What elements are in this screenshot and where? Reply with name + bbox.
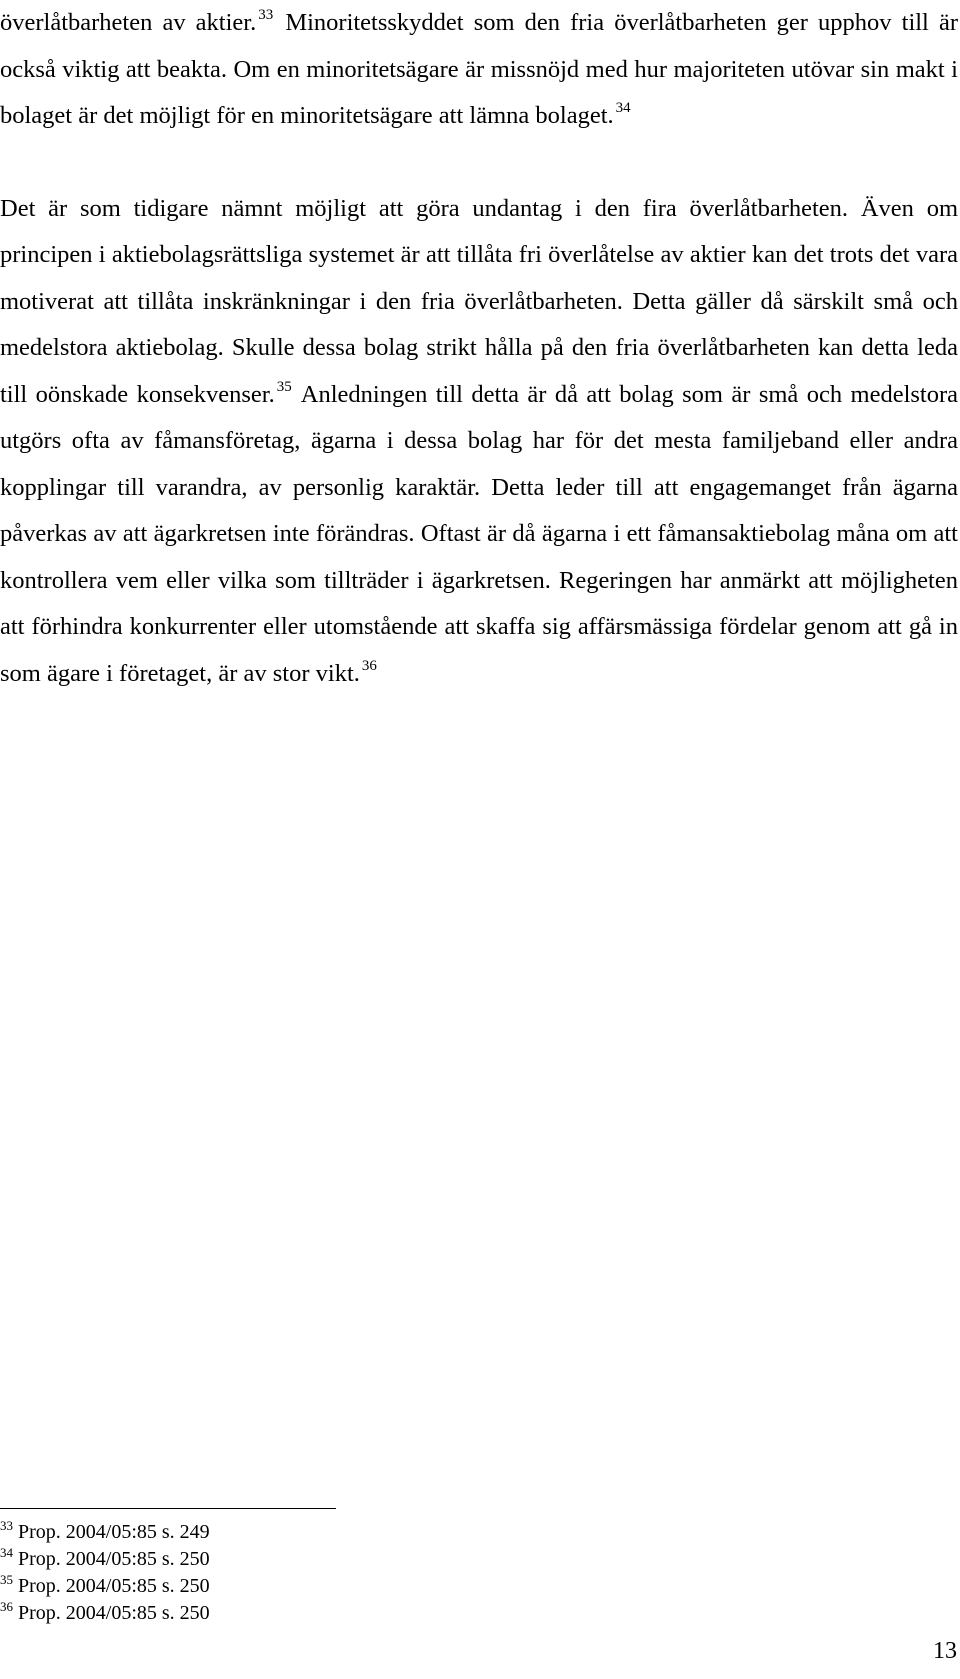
text-run: Det är som tidigare nämnt möjligt att göra undantag i den fira överlåtbarheten. Även om principen i aktiebolagsrättsliga systemet är att tillåta fri överlåtelse av aktier kan det trots det vara motiverat att tillåta inskränkningar i den fria överlåtbarheten. Detta gäller då särskilt små och medelstora aktiebolag. Skulle dessa bolag strikt hålla på den fria överlåtbarheten kan detta leda till oönskade konsekvenser. (0, 194, 958, 408)
paragraph-2 (0, 186, 958, 698)
footnotes (0, 1519, 210, 1627)
footnote-number: 35 (0, 1572, 13, 1587)
footnote-ref-35: 35 (276, 378, 292, 395)
footnote-text: Prop. 2004/05:85 s. 250 (18, 1575, 210, 1597)
footnote-34 (0, 1546, 210, 1573)
footnote-ref-36: 36 (361, 657, 377, 674)
footnote-text: Prop. 2004/05:85 s. 250 (18, 1602, 210, 1624)
footnote-separator (0, 1508, 336, 1509)
text-run: Anledningen till detta är då att bolag som är små och medelstora utgörs ofta av fåmansföretag, ägarna i dessa bolag har för det mesta familjeband eller andra kopplingar till varandra, av personlig karaktär. Detta leder till att engagemanget från ägarna påverkas av att ägarkretsen inte förändras. Oftast är då ägarna i ett fåmansaktiebolag måna om att kontrollera vem eller vilka som tillträder i ägarkretsen. Regeringen har anmärkt att möjligheten att förhindra konkurrenter eller utomstående att skaffa sig affärsmässiga fördelar genom att gå in som ägare i företaget, är av stor vikt. (0, 380, 958, 687)
footnote-number: 36 (0, 1599, 13, 1614)
text-run: Minoritetsskyddet som den fria överlåtbarheten ger upphov till är också viktig att beakta. Om en minoritetsägare är missnöjd med hur majoriteten utövar sin makt i bolaget är det möjligt för en minoritetsägare att lämna bolaget. (0, 9, 958, 129)
footnote-text: Prop. 2004/05:85 s. 249 (18, 1521, 210, 1543)
text-run: överlåtbarheten av aktier. (0, 9, 257, 36)
page-number: 13 (933, 1638, 957, 1664)
footnote-text: Prop. 2004/05:85 s. 250 (18, 1548, 210, 1570)
footnote-36 (0, 1600, 210, 1627)
footnote-ref-34: 34 (615, 100, 631, 116)
footnote-35 (0, 1573, 210, 1600)
body-text (0, 0, 958, 697)
footnote-number: 33 (0, 1518, 13, 1533)
footnote-ref-33: 33 (258, 7, 274, 23)
paragraph-1 (0, 0, 958, 140)
footnote-33 (0, 1519, 210, 1546)
footnote-number: 34 (0, 1545, 13, 1560)
